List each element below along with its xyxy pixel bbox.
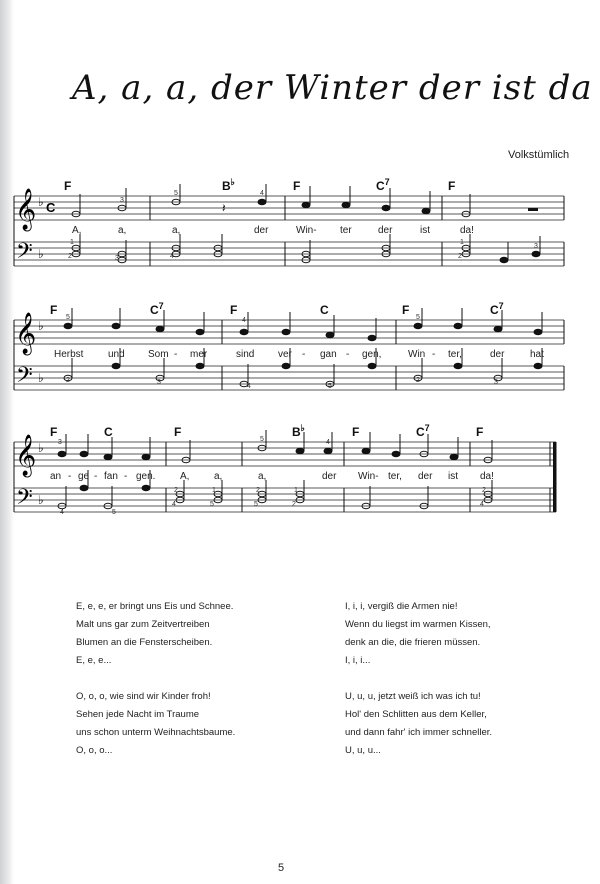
svg-text:3: 3 [120,197,124,204]
svg-text:3: 3 [115,255,119,262]
svg-text:3: 3 [157,379,161,386]
treble-clef-icon: 𝄞 [15,189,37,230]
music-system-1 [0,176,600,276]
verse-stanza [76,598,326,670]
svg-text:2: 2 [68,253,72,260]
chord-symbol: C [104,425,113,439]
verse-line: denk an die, die frieren müssen. [345,637,481,648]
flat-key-icon: ♭ [38,195,44,209]
svg-text:Win: Win [408,349,426,360]
svg-text:a,: a, [214,471,223,482]
svg-text:2: 2 [292,501,296,508]
svg-text:4: 4 [480,501,484,508]
svg-text:hat: hat [530,349,544,360]
chord-symbol: B♭ [222,177,235,193]
svg-text:Herbst: Herbst [54,349,84,360]
svg-text:ist: ist [448,471,458,482]
svg-text:ist: ist [420,225,430,236]
svg-text:A,: A, [180,471,190,482]
flat-key-icon: ♭ [38,441,44,455]
svg-text:Win-: Win- [296,225,317,236]
svg-text:1: 1 [70,239,74,246]
chord-symbol: F [352,425,360,439]
flat-key-icon: ♭ [38,371,44,385]
verse-line: I, i, i... [345,655,371,666]
flat-key-icon: ♭ [38,319,44,333]
treble-notes [58,430,492,463]
common-time-icon: C [46,200,56,215]
svg-text:da!: da! [460,225,474,236]
svg-text:1: 1 [294,487,298,494]
chord-symbol: F [476,425,484,439]
svg-text:an: an [50,471,62,482]
svg-text:5: 5 [328,383,332,390]
svg-text:a,: a, [172,225,181,236]
verse-stanza [345,688,595,760]
verse-line: Wenn du liegst im warmen Kissen, [345,619,491,630]
verse-line: O, o, o... [76,745,113,756]
treble-notes [64,308,542,341]
chord-symbol: $C^7$ [416,423,430,439]
svg-text:da!: da! [480,471,494,482]
music-system-1-score [0,176,600,276]
svg-text:4: 4 [247,383,251,390]
svg-text:a,: a, [258,471,267,482]
svg-text:4: 4 [170,253,174,260]
verse-line: O, o, o, wie sind wir Kinder froh! [76,691,211,702]
verse-line: Sehen jede Nacht im Traume [76,709,200,720]
svg-text:1: 1 [460,239,464,246]
verse-line: I, i, i, vergiß die Armen nie! [345,601,458,612]
svg-text:-: - [94,471,98,482]
treble-staff [14,442,556,466]
svg-text:ter,: ter, [448,349,462,360]
svg-text:5: 5 [260,436,264,443]
chord-symbol: F [50,425,58,439]
svg-text:5: 5 [112,509,116,516]
svg-text:ge: ge [78,471,90,482]
chord-symbol: C [320,303,329,317]
chord-symbol: $C^7$ [150,301,164,317]
svg-text:-: - [124,471,128,482]
svg-text:2: 2 [256,487,260,494]
svg-text:fan: fan [104,471,118,482]
verse-line: und dann fahr' ich immer schneller. [345,727,493,738]
svg-text:-: - [432,349,436,360]
svg-text:der: der [322,471,337,482]
treble-clef-icon: 𝄞 [15,435,37,476]
flat-key-icon: ♭ [38,247,44,261]
verses-right-column [345,598,595,778]
svg-text:mer: mer [190,349,208,360]
svg-text:5: 5 [254,501,258,508]
verse-line: Blumen an die Fensterscheiben. [76,637,213,648]
verse-stanza [345,598,595,670]
svg-text:ter,: ter, [388,471,402,482]
svg-text:2: 2 [66,377,70,384]
lyrics-line-1 [72,225,474,236]
svg-text:4: 4 [172,501,176,508]
svg-text:4: 4 [242,317,246,324]
chord-symbol: F [64,179,72,193]
bass-staff [14,242,564,266]
svg-text:2: 2 [174,487,178,494]
song-title: A, a, a, der Winter der ist da [72,68,593,108]
svg-text:A,: A, [72,225,82,236]
svg-text:der: der [254,225,269,236]
chord-symbol: $C^7$ [490,301,504,317]
svg-text:3: 3 [58,439,62,446]
flat-key-icon: ♭ [38,493,44,507]
verse-line: U, u, u, jetzt weiß ich was ich tu! [345,691,481,702]
page-number: 5 [278,862,285,874]
svg-text:Win-: Win- [358,471,379,482]
svg-text:3: 3 [534,243,538,250]
svg-text:5: 5 [174,190,178,197]
svg-text:ter: ter [340,225,352,236]
svg-text:a,: a, [118,225,127,236]
treble-clef-icon: 𝄞 [15,313,37,354]
bass-clef-icon: 𝄢 [16,239,33,269]
svg-text:gen.: gen. [136,471,156,482]
verse-line: uns schon unterm Weihnachtsbaume. [76,727,236,738]
svg-text:2: 2 [416,377,420,384]
svg-text:-: - [346,349,350,360]
svg-text:der: der [418,471,433,482]
music-system-3-score [0,422,600,522]
svg-text:und: und [108,349,125,360]
verse-stanza [76,688,326,760]
verse-line: E, e, e, er bringt uns Eis und Schnee. [76,601,234,612]
svg-text:-: - [174,349,178,360]
music-system-2 [0,300,600,400]
svg-text:ver: ver [278,349,292,360]
treble-staff [14,196,564,220]
svg-text:-: - [68,471,72,482]
chord-symbol: B♭ [292,423,305,439]
svg-text:𝄽: 𝄽 [222,201,226,215]
verse-line: U, u, u... [345,745,381,756]
svg-text:-: - [302,349,306,360]
chord-symbol: F [174,425,182,439]
svg-text:der: der [490,349,505,360]
chord-symbol: F [293,179,301,193]
svg-text:3: 3 [494,379,498,386]
svg-text:4: 4 [260,190,264,197]
bass-staff [14,488,556,512]
chord-symbol: $C^7$ [376,177,390,193]
treble-notes [72,184,538,217]
bass-clef-icon: 𝄢 [16,363,33,393]
svg-text:4: 4 [60,509,64,516]
svg-text:gan: gan [320,349,337,360]
composer-credit: Volkstümlich [508,149,570,161]
svg-text:5: 5 [416,314,420,321]
music-system-3 [0,422,600,522]
music-system-2-score [0,300,600,400]
lyrics-line-2 [54,349,544,360]
bass-staff [14,366,564,390]
svg-text:2: 2 [482,487,486,494]
svg-text:sind: sind [236,349,255,360]
svg-text:der: der [378,225,393,236]
chord-symbol: F [50,303,58,317]
bass-clef-icon: 𝄢 [16,485,33,515]
verse-line: Malt uns gar zum Zeitvertreiben [76,619,210,630]
verse-line: E, e, e... [76,655,112,666]
svg-text:2: 2 [458,253,462,260]
svg-text:gen,: gen, [362,349,382,360]
svg-text:5: 5 [66,314,70,321]
chord-symbol: F [402,303,410,317]
svg-text:1: 1 [212,487,216,494]
chord-symbol: F [448,179,456,193]
chord-symbol: F [230,303,238,317]
svg-text:4: 4 [326,439,330,446]
lyrics-line-3 [50,471,494,482]
verses-left-column [76,598,326,778]
verse-line: Hol' den Schlitten aus dem Keller, [345,709,487,720]
svg-text:5: 5 [210,501,214,508]
svg-text:Som: Som [148,349,169,360]
